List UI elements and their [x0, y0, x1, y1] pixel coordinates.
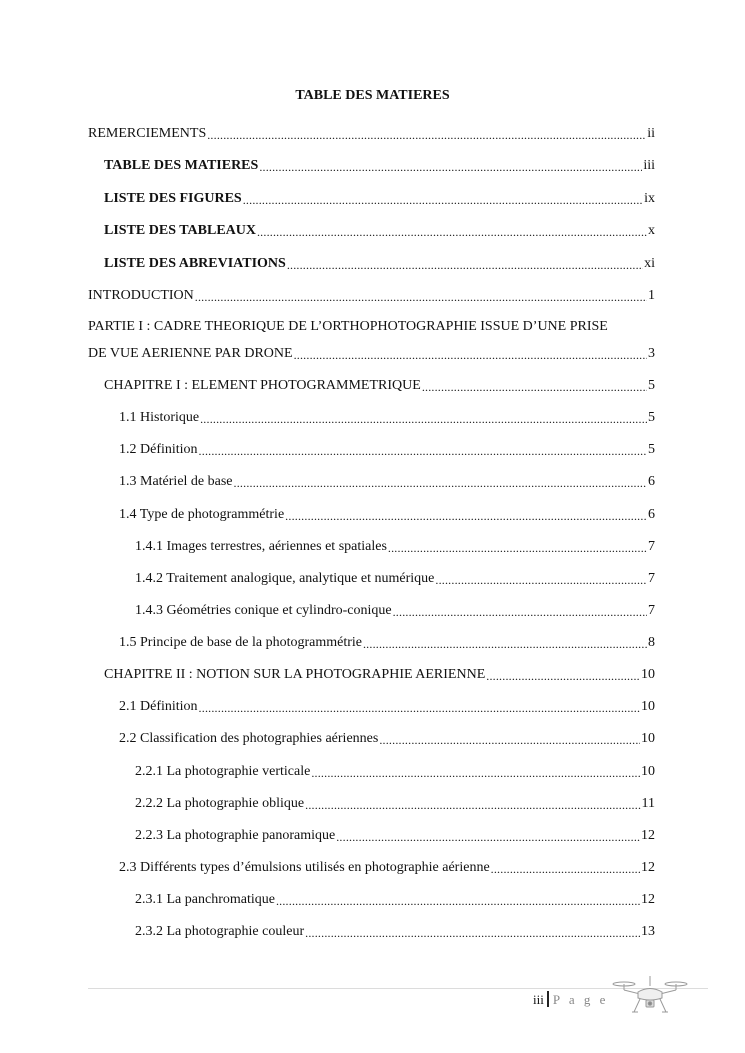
dot-leader: [294, 346, 647, 362]
toc-entry-1-4-3[interactable]: [135, 601, 655, 620]
dot-leader: [363, 635, 647, 651]
drone-icon: [610, 972, 690, 1022]
dot-leader: [234, 474, 647, 490]
toc-entry-title: 2.2.1 La photographie verticale: [135, 764, 311, 779]
footer-page-word: P a g e: [552, 992, 609, 1007]
toc-entry-table-des-matieres[interactable]: [104, 156, 655, 175]
dot-leader: [311, 764, 640, 780]
toc-entry-title: INTRODUCTION: [88, 288, 194, 303]
toc-entry-introduction[interactable]: [88, 286, 655, 305]
toc-entry-page: 11: [641, 796, 655, 811]
toc-entry-title: 2.2.2 La photographie oblique: [135, 796, 305, 811]
toc-entry-chapitre-1[interactable]: [104, 376, 655, 395]
dot-leader: [257, 223, 647, 239]
toc-entry-page: 8: [648, 635, 655, 650]
toc-entry-chapitre-2[interactable]: [104, 665, 655, 684]
toc-entry-title: REMERCIEMENTS: [88, 126, 207, 141]
toc-entry-2-3[interactable]: [119, 858, 655, 877]
toc-entry-title: 2.3.2 La photographie couleur: [135, 924, 305, 939]
dot-leader: [207, 126, 646, 142]
toc-entry-page: iii: [643, 158, 655, 173]
dot-leader: [199, 699, 640, 715]
dot-leader: [276, 892, 640, 908]
toc-entry-1-1[interactable]: [119, 408, 655, 427]
toc-entry-title: 1.2 Définition: [119, 442, 198, 457]
toc-entry-title: 2.3.1 La panchromatique: [135, 892, 275, 907]
dot-leader: [379, 731, 640, 747]
dot-leader: [200, 410, 647, 426]
toc-entry-2-3-2[interactable]: [135, 922, 655, 941]
toc-entry-page: 5: [648, 442, 655, 457]
toc-entry-title: 1.5 Principe de base de la photogrammétrie: [119, 635, 362, 650]
toc-entry-page: 1: [648, 288, 655, 303]
toc-entry-title: 2.2.3 La photographie panoramique: [135, 828, 336, 843]
dot-leader: [491, 860, 640, 876]
dot-leader: [243, 191, 643, 207]
toc-entry-1-5[interactable]: [119, 633, 655, 652]
toc-entry-1-3[interactable]: [119, 472, 655, 491]
toc-entry-title: LISTE DES FIGURES: [104, 191, 242, 206]
toc-entry-2-2-3[interactable]: [135, 826, 655, 845]
toc-entry-title: 1.4.3 Géométries conique et cylindro-conique: [135, 603, 392, 618]
toc-entry-liste-des-figures[interactable]: [104, 189, 655, 208]
dot-leader: [393, 603, 647, 619]
toc-entry-page: 5: [648, 410, 655, 425]
toc-entry-remerciements[interactable]: [88, 124, 655, 143]
toc-entry-partie-1-line1[interactable]: PARTIE I : CADRE THEORIQUE DE L’ORTHOPHOTOGRAPHIE ISSUE D’UNE PRISE: [88, 319, 608, 334]
toc-entry-title: CHAPITRE II : NOTION SUR LA PHOTOGRAPHIE AERIENNE: [104, 667, 486, 682]
toc-entry-page: 7: [648, 539, 655, 554]
toc-entry-liste-des-abreviations[interactable]: [104, 254, 655, 273]
toc-entry-title: LISTE DES ABREVIATIONS: [104, 256, 286, 271]
toc-entry-title: LISTE DES TABLEAUX: [104, 223, 256, 238]
toc-entry-2-2-2[interactable]: [135, 794, 655, 813]
toc-entry-page: x: [648, 223, 655, 238]
toc-entry-page: xi: [644, 256, 655, 271]
toc-entry-title: 1.4.1 Images terrestres, aériennes et spatiales: [135, 539, 387, 554]
toc-entry-title: DE VUE AERIENNE PAR DRONE: [88, 346, 293, 361]
page-footer: [533, 991, 608, 1009]
dot-leader: [486, 667, 640, 683]
toc-entry-1-4-1[interactable]: [135, 537, 655, 556]
toc-entry-page: ix: [644, 191, 655, 206]
toc-entry-page: ii: [647, 126, 655, 141]
toc-entry-liste-des-tableaux[interactable]: [104, 221, 655, 240]
dot-leader: [287, 256, 643, 272]
dot-leader: [388, 539, 647, 555]
toc-entry-1-4-2[interactable]: [135, 569, 655, 588]
dot-leader: [422, 378, 647, 394]
toc-entry-page: 12: [641, 892, 655, 907]
toc-entry-page: 7: [648, 603, 655, 618]
toc-entry-page: 6: [648, 507, 655, 522]
toc-entry-page: 5: [648, 378, 655, 393]
toc-entry-title: 2.2 Classification des photographies aériennes: [119, 731, 379, 746]
toc-entry-page: 10: [641, 667, 655, 682]
toc-entry-page: 10: [641, 699, 655, 714]
toc-entry-1-4[interactable]: [119, 505, 655, 524]
toc-entry-page: 12: [641, 828, 655, 843]
dot-leader: [195, 288, 647, 304]
toc-entry-title: 2.1 Définition: [119, 699, 198, 714]
toc-entry-page: 10: [641, 731, 655, 746]
dot-leader: [199, 442, 647, 458]
footer-page-number: iii: [533, 992, 544, 1007]
toc-entry-page: 7: [648, 571, 655, 586]
toc-entry-2-2[interactable]: [119, 729, 655, 748]
toc-entry-2-1[interactable]: [119, 697, 655, 716]
dot-leader: [305, 924, 640, 940]
toc-entry-page: 6: [648, 474, 655, 489]
dot-leader: [305, 796, 640, 812]
toc-entry-title: 1.1 Historique: [119, 410, 200, 425]
toc-entry-title: CHAPITRE I : ELEMENT PHOTOGRAMMETRIQUE: [104, 378, 421, 393]
toc-entry-title: TABLE DES MATIERES: [104, 158, 259, 173]
toc-entry-page: 3: [648, 346, 655, 361]
toc-entry-partie-1[interactable]: [88, 344, 655, 363]
toc-entry-1-2[interactable]: [119, 440, 655, 459]
toc-entry-page: 10: [641, 764, 655, 779]
toc-entry-title: 1.4 Type de photogrammétrie: [119, 507, 285, 522]
dot-leader: [259, 158, 642, 174]
toc-entry-title: 1.4.2 Traitement analogique, analytique et numérique: [135, 571, 435, 586]
toc-entry-2-3-1[interactable]: [135, 890, 655, 909]
page-title: TABLE DES MATIERES: [295, 88, 450, 103]
dot-leader: [435, 571, 647, 587]
toc-entry-title: 1.3 Matériel de base: [119, 474, 233, 489]
toc-entry-2-2-1[interactable]: [135, 762, 655, 781]
dot-leader: [285, 507, 647, 523]
toc-entry-title: 2.3 Différents types d’émulsions utilisés en photographie aérienne: [119, 860, 490, 875]
footer-separator: [547, 991, 549, 1007]
toc-entry-page: 12: [641, 860, 655, 875]
toc-entry-page: 13: [641, 924, 655, 939]
dot-leader: [336, 828, 640, 844]
